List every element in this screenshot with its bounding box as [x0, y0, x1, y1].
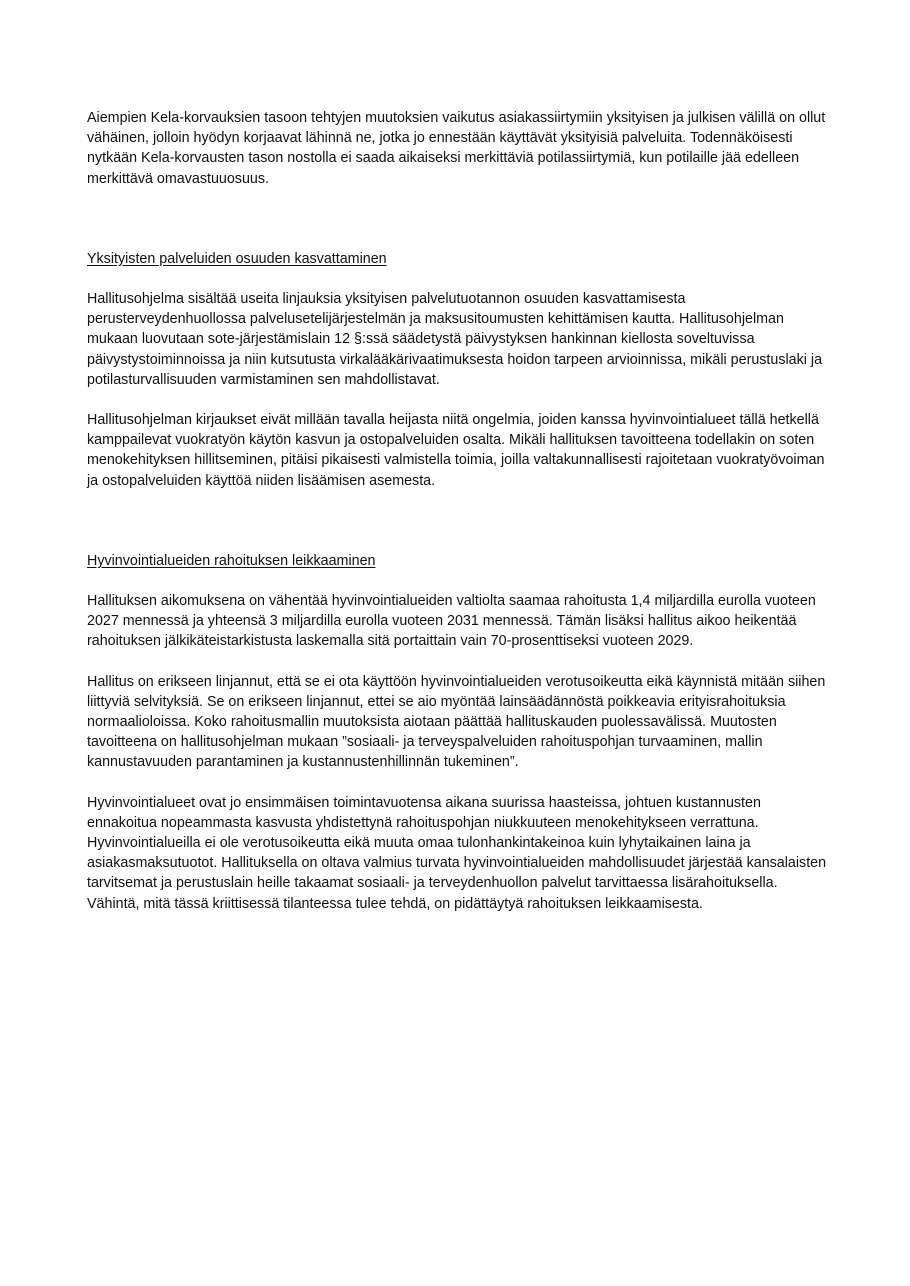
body-paragraph: Hallitusohjelma sisältää useita linjauksia yksityisen palvelutuotannon osuuden kasvattamisesta perusterveydenhuollossa palvelusetelijärjestelmän ja maksusitoumusten kehittämisen kautta. Hallitusohjelman mukaan luovutaan sote-järjestämislain 12 §:ssä säädetystä päivystyksen hankinnan kiellosta soveltuvissa päivystystoiminnoissa ja niin kutsutusta virkalääkärivaatimuksesta hoidon tarpeen arvioinnissa, mikäli perustuslaki ja potilasturvallisuuden varmistaminen sen mahdollistavat. [87, 291, 823, 388]
body-paragraph: Hallitusohjelman kirjaukset eivät millään tavalla heijasta niitä ongelmia, joiden kanssa hyvinvointialueet tällä hetkellä kamppailevat vuokratyön käytön kasvun ja ostopalveluiden osalta. Mikäli hallituksen tavoitteena todellakin on soten menokehityksen hillitseminen, pitäisi pikaisesti valmistella toimia, joilla valtakunnallisesti rajoitetaan vuokratyövoiman ja ostopalveluiden käyttöä niiden lisäämisen asemesta. [87, 412, 825, 489]
section-funding-cuts [87, 551, 832, 914]
section-heading: Hyvinvointialueiden rahoituksen leikkaaminen [87, 552, 376, 569]
body-paragraph: Hallituksen aikomuksena on vähentää hyvinvointialueiden valtiolta saamaa rahoitusta 1,4 miljardilla eurolla vuoteen 2027 mennessä ja yhteensä 3 miljardilla eurolla vuoteen 2031 mennessä. Tämän lisäksi hallitus aikoo heikentää rahoituksen jälkikäteistarkistusta laskemalla sitä portaittain vain 70-prosenttiseksi vuoteen 2029. [87, 593, 816, 650]
intro-paragraph: Aiempien Kela-korvauksien tasoon tehtyjen muutoksien vaikutus asiakassiirtymiin yksityisen ja julkisen välillä on ollut vähäinen, jolloin hyödyn korjaavat lähinnä ne, jotka jo ennestään käyttävät yksityisiä palveluita. Todennäköisesti nytkään Kela-korvausten tason nostolla ei saada aikaiseksi merkittäviä potilassiirtymiä, kun potilaille jää edelleen merkittävä omavastuuosuus. [87, 110, 826, 187]
section-private-services [87, 249, 832, 491]
body-paragraph: Hyvinvointialueet ovat jo ensimmäisen toimintavuotensa aikana suurissa haasteissa, johtuen kustannusten ennakoitua nopeammasta kasvusta yhdistettynä rahoituspohjan niukkuuteen menokehitykseen verrattuna. Hyvinvointialueilla ei ole verotusoikeutta eikä muuta omaa tulonhankintakeinoa kuin lyhytaikainen laina ja asiakasmaksutuotot. Hallituksella on oltava valmius turvata hyvinvointialueiden mahdollisuudet järjestää kansalaisten tarvitsemat ja perustuslain heille takaamat sosiaali- ja terveydenhuollon palvelut tarvittaessa lisärahoituksella. Vähintä, mitä tässä kriittisessä tilanteessa tulee tehdä, on pidättäytyä rahoituksen leikkaamisesta. [87, 794, 827, 912]
document-body [87, 108, 832, 914]
section-heading: Yksityisten palveluiden osuuden kasvattaminen [87, 250, 387, 267]
body-paragraph: Hallitus on erikseen linjannut, että se ei ota käyttöön hyvinvointialueiden verotusoikeutta eikä käynnistä mitään siihen liittyviä selvityksiä. Se on erikseen linjannut, ettei se aio myöntää lainsäädännöstä poikkeavia erityisrahoituksia normaalioloissa. Koko rahoitusmallin muutoksista aiotaan päättää hallituskauden puolessavälissä. Muutosten tavoitteena on hallitusohjelman mukaan ”sosiaali- ja terveyspalveluiden rahoituspohjan turvaaminen, mallin kannustavuuden parantaminen ja kustannustenhillinnän tukeminen”. [87, 673, 826, 771]
